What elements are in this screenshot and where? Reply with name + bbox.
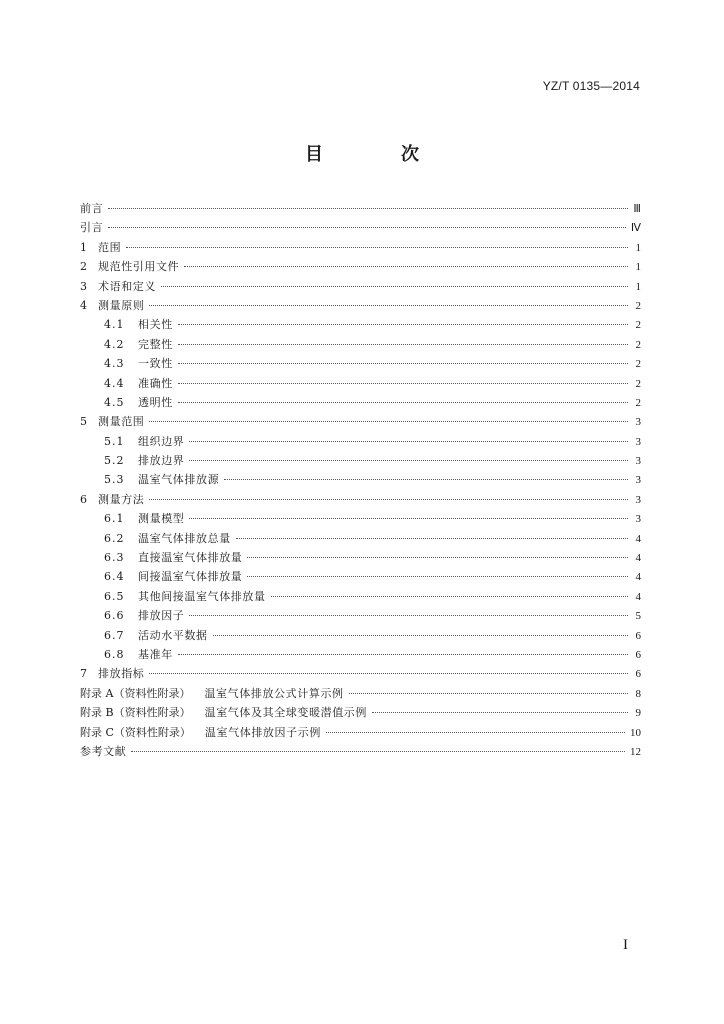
- toc-dot-leader: [149, 673, 628, 674]
- toc-entry-title: 直接温室气体排放量: [138, 551, 243, 565]
- toc-entry-number: 4.1: [104, 318, 125, 332]
- toc-dot-leader: [184, 266, 628, 267]
- page-title: 目 次: [305, 144, 449, 165]
- toc-entry[interactable]: [80, 606, 641, 625]
- toc-entry-number: 附录 B（资料性附录）: [80, 706, 191, 720]
- toc-entry[interactable]: [80, 238, 641, 257]
- toc-entry-number: 附录 C（资料性附录）: [80, 725, 191, 739]
- toc-entry[interactable]: [80, 703, 641, 722]
- toc-dot-leader: [149, 421, 628, 422]
- toc-entry-page: 2: [635, 377, 641, 390]
- toc-entry-page: 3: [635, 416, 641, 429]
- toc-entry-title: 排放指标: [98, 667, 145, 681]
- toc-entry[interactable]: [80, 684, 641, 703]
- toc-entry-page: 3: [635, 513, 641, 526]
- toc-entry-title: 引言: [80, 221, 104, 235]
- toc-entry[interactable]: [80, 490, 641, 509]
- toc-entry[interactable]: [80, 567, 641, 586]
- toc-entry-title: 范围: [98, 240, 122, 254]
- toc-entry[interactable]: [80, 199, 641, 218]
- toc-entry-number: 6: [80, 492, 87, 506]
- toc-entry[interactable]: [80, 723, 641, 742]
- toc-dot-leader: [372, 712, 628, 713]
- toc-dot-leader: [108, 227, 626, 228]
- toc-entry-title: 准确性: [138, 376, 173, 390]
- toc-entry-page: 10: [630, 726, 641, 739]
- toc-entry[interactable]: [80, 315, 641, 334]
- toc-entry-number: 5: [80, 415, 87, 429]
- toc-entry[interactable]: [80, 432, 641, 451]
- toc-entry-page: 2: [635, 299, 641, 312]
- toc-entry-number: 6.3: [104, 551, 125, 565]
- toc-dot-leader: [108, 208, 628, 209]
- toc-entry[interactable]: [80, 374, 641, 393]
- toc-dot-leader: [247, 576, 628, 577]
- toc-entry-number: 5.2: [104, 454, 125, 468]
- toc-entry-number: 4.2: [104, 337, 125, 351]
- toc-entry-title: 一致性: [138, 357, 173, 371]
- toc-entry[interactable]: [80, 412, 641, 431]
- toc-entry[interactable]: [80, 529, 641, 548]
- toc-dot-leader: [149, 305, 628, 306]
- toc-dot-leader: [178, 363, 628, 364]
- toc-dot-leader: [178, 324, 628, 325]
- toc-entry-number: 附录 A（资料性附录）: [80, 686, 191, 700]
- toc-entry-title: 透明性: [138, 395, 173, 409]
- toc-entry[interactable]: [80, 587, 641, 606]
- toc-dot-leader: [131, 751, 625, 752]
- toc-entry-number: 3: [80, 279, 87, 293]
- toc-entry-title: 前言: [80, 202, 104, 215]
- toc-entry-number: 5.1: [104, 434, 125, 448]
- toc-entry-title: 其他间接温室气体排放量: [138, 589, 266, 603]
- toc-dot-leader: [149, 499, 628, 500]
- toc-entry-page: Ⅲ: [633, 203, 641, 215]
- toc-entry-title: 温室气体排放源: [138, 473, 220, 487]
- toc-entry-title: 相关性: [138, 318, 173, 332]
- toc-entry-number: 6.2: [104, 531, 125, 545]
- toc-entry-page: 2: [635, 358, 641, 371]
- toc-entry-title: 排放边界: [138, 454, 185, 468]
- toc-dot-leader: [213, 635, 628, 636]
- toc-entry-title: 完整性: [138, 337, 173, 351]
- toc-entry-page: 4: [635, 552, 641, 565]
- toc-entry-title: 规范性引用文件: [98, 260, 180, 274]
- toc-entry-title: 测量方法: [98, 492, 145, 506]
- toc-entry-page: 1: [635, 241, 641, 254]
- toc-dot-leader: [178, 402, 628, 403]
- toc-entry-number: 4: [80, 298, 87, 312]
- toc-entry-page: 4: [635, 590, 641, 603]
- toc-entry-page: 4: [635, 532, 641, 545]
- toc-entry-title: 间接温室气体排放量: [138, 570, 243, 584]
- toc-entry-page: 2: [635, 319, 641, 332]
- toc-dot-leader: [224, 479, 628, 480]
- toc-entry-number: 6.4: [104, 570, 125, 584]
- toc-entry-page: 4: [635, 571, 641, 584]
- toc-entry-number: 5.3: [104, 473, 125, 487]
- toc-dot-leader: [178, 344, 628, 345]
- toc-dot-leader: [271, 596, 628, 597]
- toc-entry[interactable]: [80, 548, 641, 567]
- toc-entry-number: 6.6: [104, 609, 125, 623]
- toc-entry-title: 基准年: [138, 647, 173, 661]
- toc-entry-number: 7: [80, 667, 87, 681]
- toc-entry-page: 5: [635, 610, 641, 623]
- toc-dot-leader: [178, 654, 628, 655]
- toc-entry-page: 8: [635, 687, 641, 700]
- toc-entry-page: 6: [635, 648, 641, 661]
- toc-entry-page: 1: [635, 261, 641, 274]
- toc-entry[interactable]: [80, 335, 641, 354]
- toc-dot-leader: [189, 615, 628, 616]
- toc-entry-title: 温室气体排放总量: [138, 531, 231, 545]
- toc-entry-number: 4.4: [104, 376, 125, 390]
- toc-dot-leader: [349, 693, 628, 694]
- toc-entry[interactable]: [80, 257, 641, 276]
- toc-entry-page: 2: [635, 396, 641, 409]
- toc-entry-number: 2: [80, 260, 87, 274]
- toc-entry-title: 测量原则: [98, 298, 145, 312]
- toc-entry-page: 12: [630, 745, 641, 758]
- toc-entry[interactable]: [80, 218, 641, 237]
- toc-entry-title: 温室气体及其全球变暖潜值示例: [204, 706, 367, 720]
- toc-dot-leader: [189, 460, 628, 461]
- toc-entry-title: 术语和定义: [98, 279, 156, 293]
- table-of-contents: [80, 199, 641, 761]
- toc-dot-leader: [161, 286, 628, 287]
- toc-entry-page: 6: [635, 629, 641, 642]
- toc-entry[interactable]: [80, 742, 641, 761]
- toc-entry[interactable]: [80, 354, 641, 373]
- toc-entry[interactable]: [80, 451, 641, 470]
- toc-entry-number: 6.7: [104, 628, 125, 642]
- toc-dot-leader: [189, 441, 628, 442]
- toc-entry-page: 3: [635, 455, 641, 468]
- toc-entry-title: 温室气体排放因子示例: [204, 725, 321, 739]
- toc-entry-number: 1: [80, 240, 87, 254]
- toc-entry-page: 3: [635, 493, 641, 506]
- toc-entry-page: 3: [635, 435, 641, 448]
- toc-entry-number: 6.8: [104, 647, 125, 661]
- toc-entry-title: 参考文献: [80, 744, 127, 758]
- toc-entry[interactable]: [80, 664, 641, 683]
- toc-entry-page: 2: [635, 338, 641, 351]
- toc-entry[interactable]: [80, 470, 641, 489]
- toc-dot-leader: [247, 557, 628, 558]
- toc-entry-number: 4.3: [104, 357, 125, 371]
- document-code: YZ/T 0135—2014: [542, 79, 640, 93]
- toc-dot-leader: [236, 538, 628, 539]
- toc-entry[interactable]: [80, 296, 641, 315]
- toc-entry[interactable]: [80, 645, 641, 664]
- toc-entry-title: 测量范围: [98, 415, 145, 429]
- toc-entry-title: 测量模型: [138, 512, 185, 526]
- toc-dot-leader: [326, 732, 625, 733]
- toc-entry-title: 温室气体排放公式计算示例: [204, 686, 344, 700]
- toc-entry-title: 排放因子: [138, 609, 185, 623]
- toc-entry[interactable]: [80, 626, 641, 645]
- toc-entry-number: 6.5: [104, 589, 125, 603]
- toc-dot-leader: [189, 518, 628, 519]
- toc-entry-number: 4.5: [104, 395, 125, 409]
- toc-entry[interactable]: [80, 509, 641, 528]
- toc-dot-leader: [126, 247, 628, 248]
- toc-entry-page: 3: [635, 474, 641, 487]
- toc-entry-title: 组织边界: [138, 434, 185, 448]
- toc-entry-number: 6.1: [104, 512, 125, 526]
- toc-entry[interactable]: [80, 393, 641, 412]
- toc-entry-page: Ⅳ: [630, 222, 641, 235]
- toc-entry-title: 活动水平数据: [138, 628, 208, 642]
- toc-entry-page: 1: [635, 280, 641, 293]
- toc-dot-leader: [178, 383, 628, 384]
- page-number: I: [623, 937, 628, 953]
- toc-entry-page: 6: [635, 668, 641, 681]
- toc-entry-page: 9: [635, 707, 641, 720]
- toc-entry[interactable]: [80, 277, 641, 296]
